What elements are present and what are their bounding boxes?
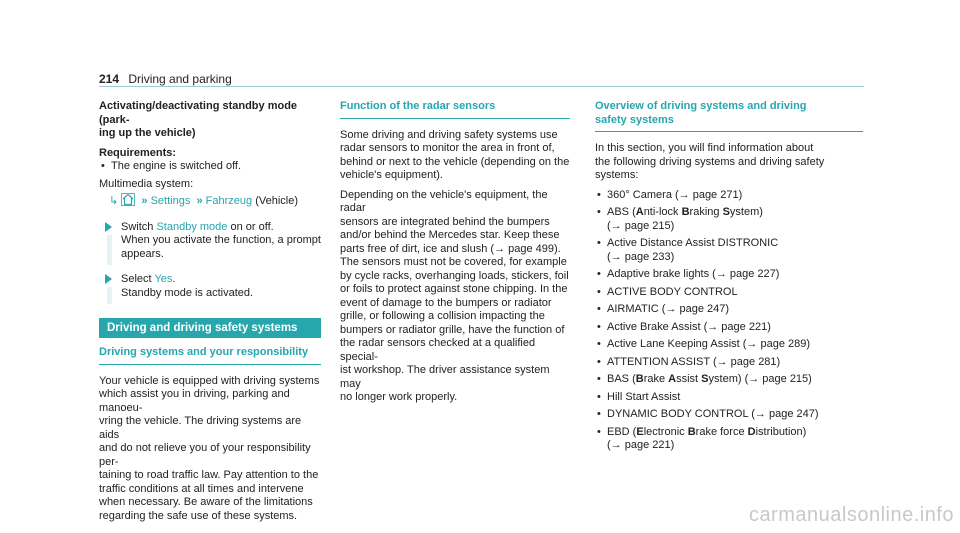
path-vehicle: (Vehicle)	[255, 195, 298, 207]
standby-mode-link[interactable]: Standby mode	[156, 220, 228, 233]
list-item: • Adaptive brake lights (→ page 227)	[595, 268, 863, 282]
list-item: • DYNAMIC BODY CONTROL (→ page 247)	[595, 408, 863, 422]
overview-heading-line2: safety systems	[595, 113, 674, 126]
text-line: Depending on the vehicle's equipment, the radar	[340, 188, 548, 214]
chevron-icon: »	[196, 195, 203, 207]
radar-heading: Function of the radar sensors	[340, 100, 570, 119]
step2-post: .	[172, 273, 176, 285]
text-line: and do not relieve you of your responsibility per-	[99, 442, 311, 468]
requirements-list	[99, 160, 321, 174]
section-banner: Driving and driving safety systems	[99, 318, 321, 338]
step1-post: on or off.	[230, 220, 274, 233]
list-item: • Active Distance Assist DISTRONIC (→ page 233)	[595, 237, 863, 264]
text-line: when necessary. Be aware of the limitations	[99, 496, 313, 508]
text-line: Your vehicle is equipped with driving systems	[99, 374, 320, 387]
chevron-icon: »	[141, 195, 148, 207]
list-item: • Active Brake Assist (→ page 221)	[595, 321, 863, 335]
overview-heading	[595, 100, 863, 132]
standby-title	[99, 100, 321, 141]
step-bar	[107, 287, 112, 304]
list-item: • EBD (Electronic Brake force Distribution) (→ page 221)	[595, 426, 863, 453]
overview-intro	[595, 142, 863, 183]
text-line: event of damage to the bumpers or radiator	[340, 296, 552, 309]
standby-title-line1: Activating/deactivating standby mode (park-	[99, 100, 298, 126]
text-line: radar sensors to monitor the area in front of,	[340, 142, 555, 154]
step-1	[99, 221, 321, 262]
text-line: behind or next to the vehicle (depending on the	[340, 155, 570, 168]
column-middle	[340, 100, 570, 411]
subsection-heading: Driving systems and your responsibility	[99, 346, 321, 365]
list-item: • Hill Start Assist	[595, 391, 863, 405]
list-item: • 360° Camera (→ page 271)	[595, 189, 863, 203]
requirements-label: Requirements:	[99, 146, 177, 159]
step-2	[99, 273, 321, 300]
menu-path	[109, 193, 321, 209]
path-settings[interactable]: Settings	[150, 195, 191, 207]
text-line: vehicle's equipment).	[340, 169, 443, 181]
text-line: vring the vehicle. The driving systems are aids	[99, 415, 302, 441]
column-right	[595, 100, 863, 457]
text-line: regarding the safe use of these systems.	[99, 509, 298, 522]
step1-detail: When you activate the function, a prompt	[121, 234, 321, 246]
radar-para-1	[340, 129, 570, 183]
path-fahrzeug[interactable]: Fahrzeug	[205, 195, 253, 207]
text-line: grille, or following a collision impacting the	[340, 310, 545, 322]
list-item: • ACTIVE BODY CONTROL	[595, 286, 863, 300]
text-line: bumpers or radiator grille, have the function of	[340, 323, 565, 336]
list-item: • Active Lane Keeping Assist (→ page 289)	[595, 338, 863, 352]
radar-para-2	[340, 189, 570, 405]
systems-list	[595, 189, 863, 453]
text-line: which assist you in driving, parking and manoeu-	[99, 388, 290, 414]
text-line: taining to road traffic law. Pay attention to the	[99, 469, 319, 481]
text-line: In this section, you will find information about	[595, 142, 814, 154]
responsibility-text	[99, 375, 321, 524]
text-line: systems:	[595, 169, 639, 181]
step-arrow-icon	[105, 274, 112, 284]
list-item: • The engine is switched off.	[99, 160, 321, 174]
list-item: • BAS (Brake Assist System) (→ page 215)	[595, 373, 863, 387]
standby-title-line2: ing up the vehicle)	[99, 127, 196, 139]
step2-detail: Standby mode is activated.	[121, 286, 254, 299]
list-item: • AIRMATIC (→ page 247)	[595, 303, 863, 317]
multimedia-label: Multimedia system:	[99, 177, 194, 190]
text-line: ist workshop. The driver assistance system may	[340, 364, 550, 390]
text-line: and/or behind the Mercedes star. Keep these	[340, 229, 560, 241]
watermark: carmanualsonline.info	[748, 504, 954, 526]
path-arrow-icon: ↳	[109, 195, 119, 207]
text-line: by cycle racks, overhanging loads, stickers, foil	[340, 269, 569, 282]
header-divider	[99, 86, 864, 87]
text-line: the following driving systems and driving safety	[595, 155, 825, 168]
step-arrow-icon	[105, 222, 112, 232]
yes-link[interactable]: Yes	[154, 273, 173, 285]
list-item: • ATTENTION ASSIST (→ page 281)	[595, 356, 863, 370]
page-header	[99, 72, 232, 86]
text-line: traffic conditions at all times and intervene	[99, 482, 304, 495]
page-number: 214	[99, 72, 120, 86]
section-title: Driving and parking	[128, 72, 232, 86]
step1-detail: appears.	[121, 247, 164, 260]
text-line: Some driving and driving safety systems use	[340, 128, 558, 141]
home-icon	[121, 193, 135, 206]
text-line: the radar sensors checked at a qualified special-	[340, 337, 536, 363]
text-line: sensors are integrated behind the bumpers	[340, 215, 550, 228]
step-bar	[107, 235, 112, 266]
text-line: The sensors must not be covered, for example	[340, 256, 567, 268]
text-line: no longer work properly.	[340, 391, 458, 403]
column-left	[99, 100, 321, 523]
step2-pre: Select	[121, 273, 152, 285]
step1-pre: Switch	[121, 220, 154, 233]
list-item: • ABS (Anti-lock Braking System) (→ page 215)	[595, 206, 863, 233]
text-line: or foils to protect against stone chipping. In the	[340, 283, 568, 295]
overview-heading-line1: Overview of driving systems and driving	[595, 100, 807, 112]
text-line: parts free of dirt, ice and slush (→ page 499).	[340, 242, 561, 255]
